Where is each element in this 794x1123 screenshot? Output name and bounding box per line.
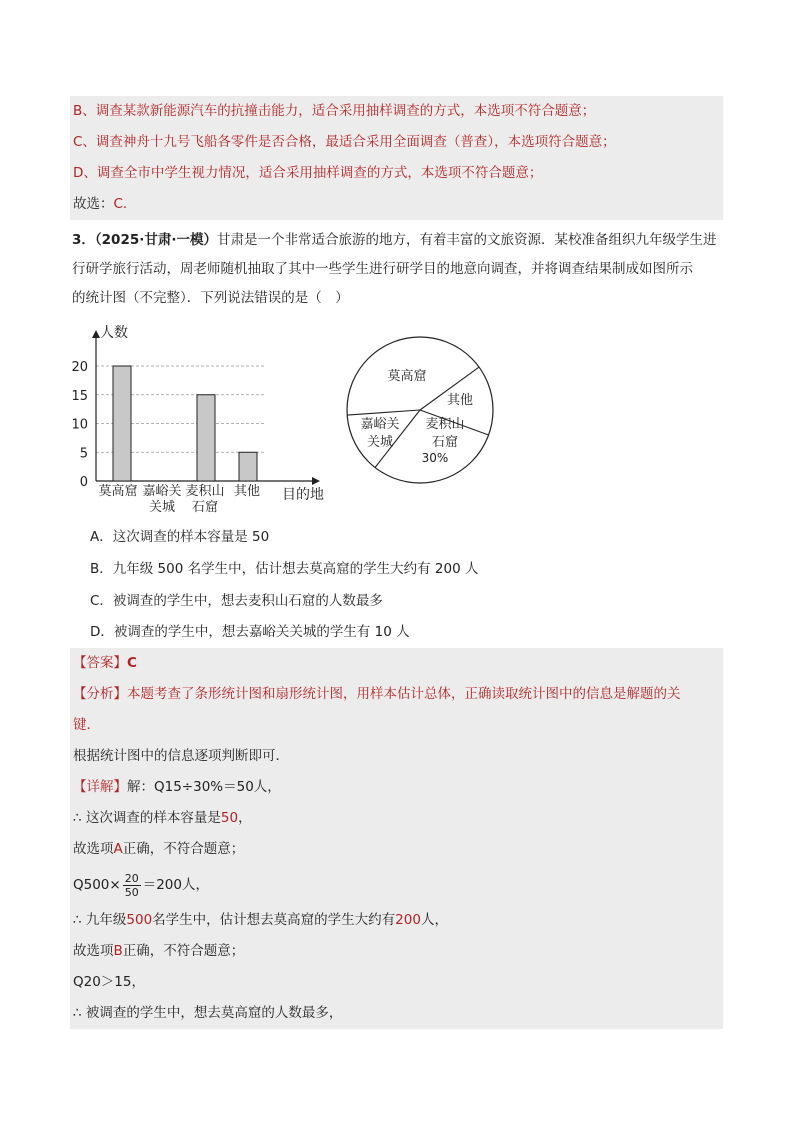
y-axis-arrow: [92, 330, 100, 338]
bar: [239, 452, 257, 481]
option-a: A．这次调查的样本容量是 50: [90, 529, 270, 545]
analysis-line-2: 键．: [70, 710, 723, 741]
detail-line-4: [70, 865, 723, 905]
category-label: 关城: [148, 500, 176, 515]
category-label: 石窟: [191, 500, 219, 515]
option-c: C．被调查的学生中，想去麦积山石窟的人数最多: [90, 593, 383, 609]
category-label: 其他: [233, 484, 261, 499]
detail-text-1: 解：Q15÷30%＝50人，: [127, 779, 281, 795]
option-d: D．被调查的学生中，想去嘉峪关关城的学生有 10 人: [90, 624, 410, 640]
detail-5-suffix: 人，: [420, 912, 448, 928]
pie-slice-label: 麦积山: [425, 417, 465, 432]
hint-line: 根据统计图中的信息逐项判断即可．: [70, 741, 723, 772]
detail-3-suffix: 正确，不符合题意；: [122, 841, 245, 857]
bar: [113, 366, 131, 481]
detail-2-suffix: ，: [238, 810, 252, 826]
pie-slice-label: 关城: [366, 435, 394, 450]
detail-5-mid: 名学生中，估计想去莫高窟的学生大约有: [152, 912, 396, 928]
question-line-3: 的统计图（不完整）．下列说法错误的是（ ）: [72, 290, 349, 306]
pie-chart-layer: [347, 337, 493, 483]
bar-chart: [70, 318, 330, 518]
detail-4-prefix: Q500×: [73, 877, 121, 893]
pie-slice-label: 嘉峪关: [360, 417, 400, 432]
question-line-2: 行研学旅行活动，周老师随机抽取了其中一些学生进行研学目的地意向调查，并将调查结果制成如图所示: [72, 261, 693, 277]
pie-slice-label: 莫高窟: [387, 369, 427, 384]
detail-5-num1: 500: [126, 912, 153, 928]
choice-value: C.: [113, 196, 128, 212]
analysis-text-1: 本题考查了条形统计图和扇形统计图，用样本估计总体，正确读取统计图中的信息是解题的关: [127, 686, 681, 702]
detail-4-suffix: ＝200人，: [142, 877, 209, 893]
question-source: （2025·甘肃·一模）: [94, 232, 217, 248]
y-tick-label: 10: [71, 417, 88, 433]
detail-line-8: ∴ 被调查的学生中，想去莫高窟的人数最多，: [70, 998, 723, 1029]
detail-6-letter: B: [113, 943, 123, 959]
question-text-1: 甘肃是一个非常适合旅游的地方，有着丰富的文旅资源．某校准备组织九年级学生进: [217, 232, 717, 248]
pie-slice-label: 其他: [446, 393, 474, 408]
y-tick-label: 20: [71, 360, 88, 375]
bar: [197, 395, 215, 481]
detail-3-letter: A: [113, 841, 123, 857]
y-tick-label: 15: [71, 388, 88, 404]
answer-value: C: [127, 655, 137, 671]
choice-label: 故选：: [73, 196, 114, 212]
x-axis-arrow: [312, 477, 320, 485]
pie-percent-label: 30%: [421, 451, 449, 465]
detail-6-prefix: 故选项: [73, 943, 114, 959]
option-b: B．九年级 500 名学生中，估计想去莫高窟的学生大约有 200 人: [90, 561, 479, 577]
detail-5-num2: 200: [395, 912, 421, 928]
solution-option-b: B、调查某款新能源汽车的抗撞击能力，适合采用抽样调查的方式，本选项不符合题意；: [70, 96, 723, 127]
detail-line-1: [70, 772, 723, 803]
detail-3-prefix: 故选项: [73, 841, 114, 857]
category-label: 莫高窟: [98, 484, 138, 499]
detail-5-prefix: ∴ 九年级: [73, 912, 127, 928]
question-line-1: [72, 228, 717, 252]
answer-label: 【答案】: [73, 655, 127, 671]
pie-chart: [340, 330, 500, 490]
y-tick-label: 0: [79, 475, 88, 490]
y-tick-label: 5: [79, 446, 88, 462]
analysis-label: 【分析】: [73, 686, 127, 702]
analysis-line-1: [70, 679, 723, 710]
x-axis-label: 目的地: [282, 487, 324, 503]
answer-line: [70, 648, 723, 679]
fraction: [123, 872, 141, 899]
solution-option-d: D、调查全市中学生视力情况，适合采用抽样调查的方式，本选项不符合题意；: [70, 158, 723, 189]
detail-6-suffix: 正确，不符合题意；: [122, 943, 245, 959]
detail-line-7: Q20＞15，: [70, 967, 723, 998]
detail-2-value: 50: [220, 810, 239, 826]
detail-line-5: [70, 905, 723, 936]
detail-line-2: [70, 803, 723, 834]
pie-slice-label: 石窟: [431, 435, 459, 450]
bar-chart-layer: [71, 324, 324, 515]
detail-label: 【详解】: [73, 779, 127, 795]
solution-option-c: C、调查神舟十九号飞船各零件是否合格，最适合采用全面调查（普查），本选项符合题意；: [70, 127, 723, 158]
detail-line-6: [70, 936, 723, 967]
solution-choice: [70, 189, 723, 220]
detail-line-3: [70, 834, 723, 865]
category-label: 麦积山: [185, 484, 225, 499]
question-number: 3．: [72, 232, 95, 248]
y-axis-label: 人数: [100, 325, 128, 341]
fraction-denominator: 50: [124, 885, 139, 899]
fraction-numerator: 20: [124, 871, 139, 885]
detail-2-prefix: ∴ 这次调查的样本容量是: [73, 810, 221, 826]
category-label: 嘉峪关: [142, 484, 182, 499]
